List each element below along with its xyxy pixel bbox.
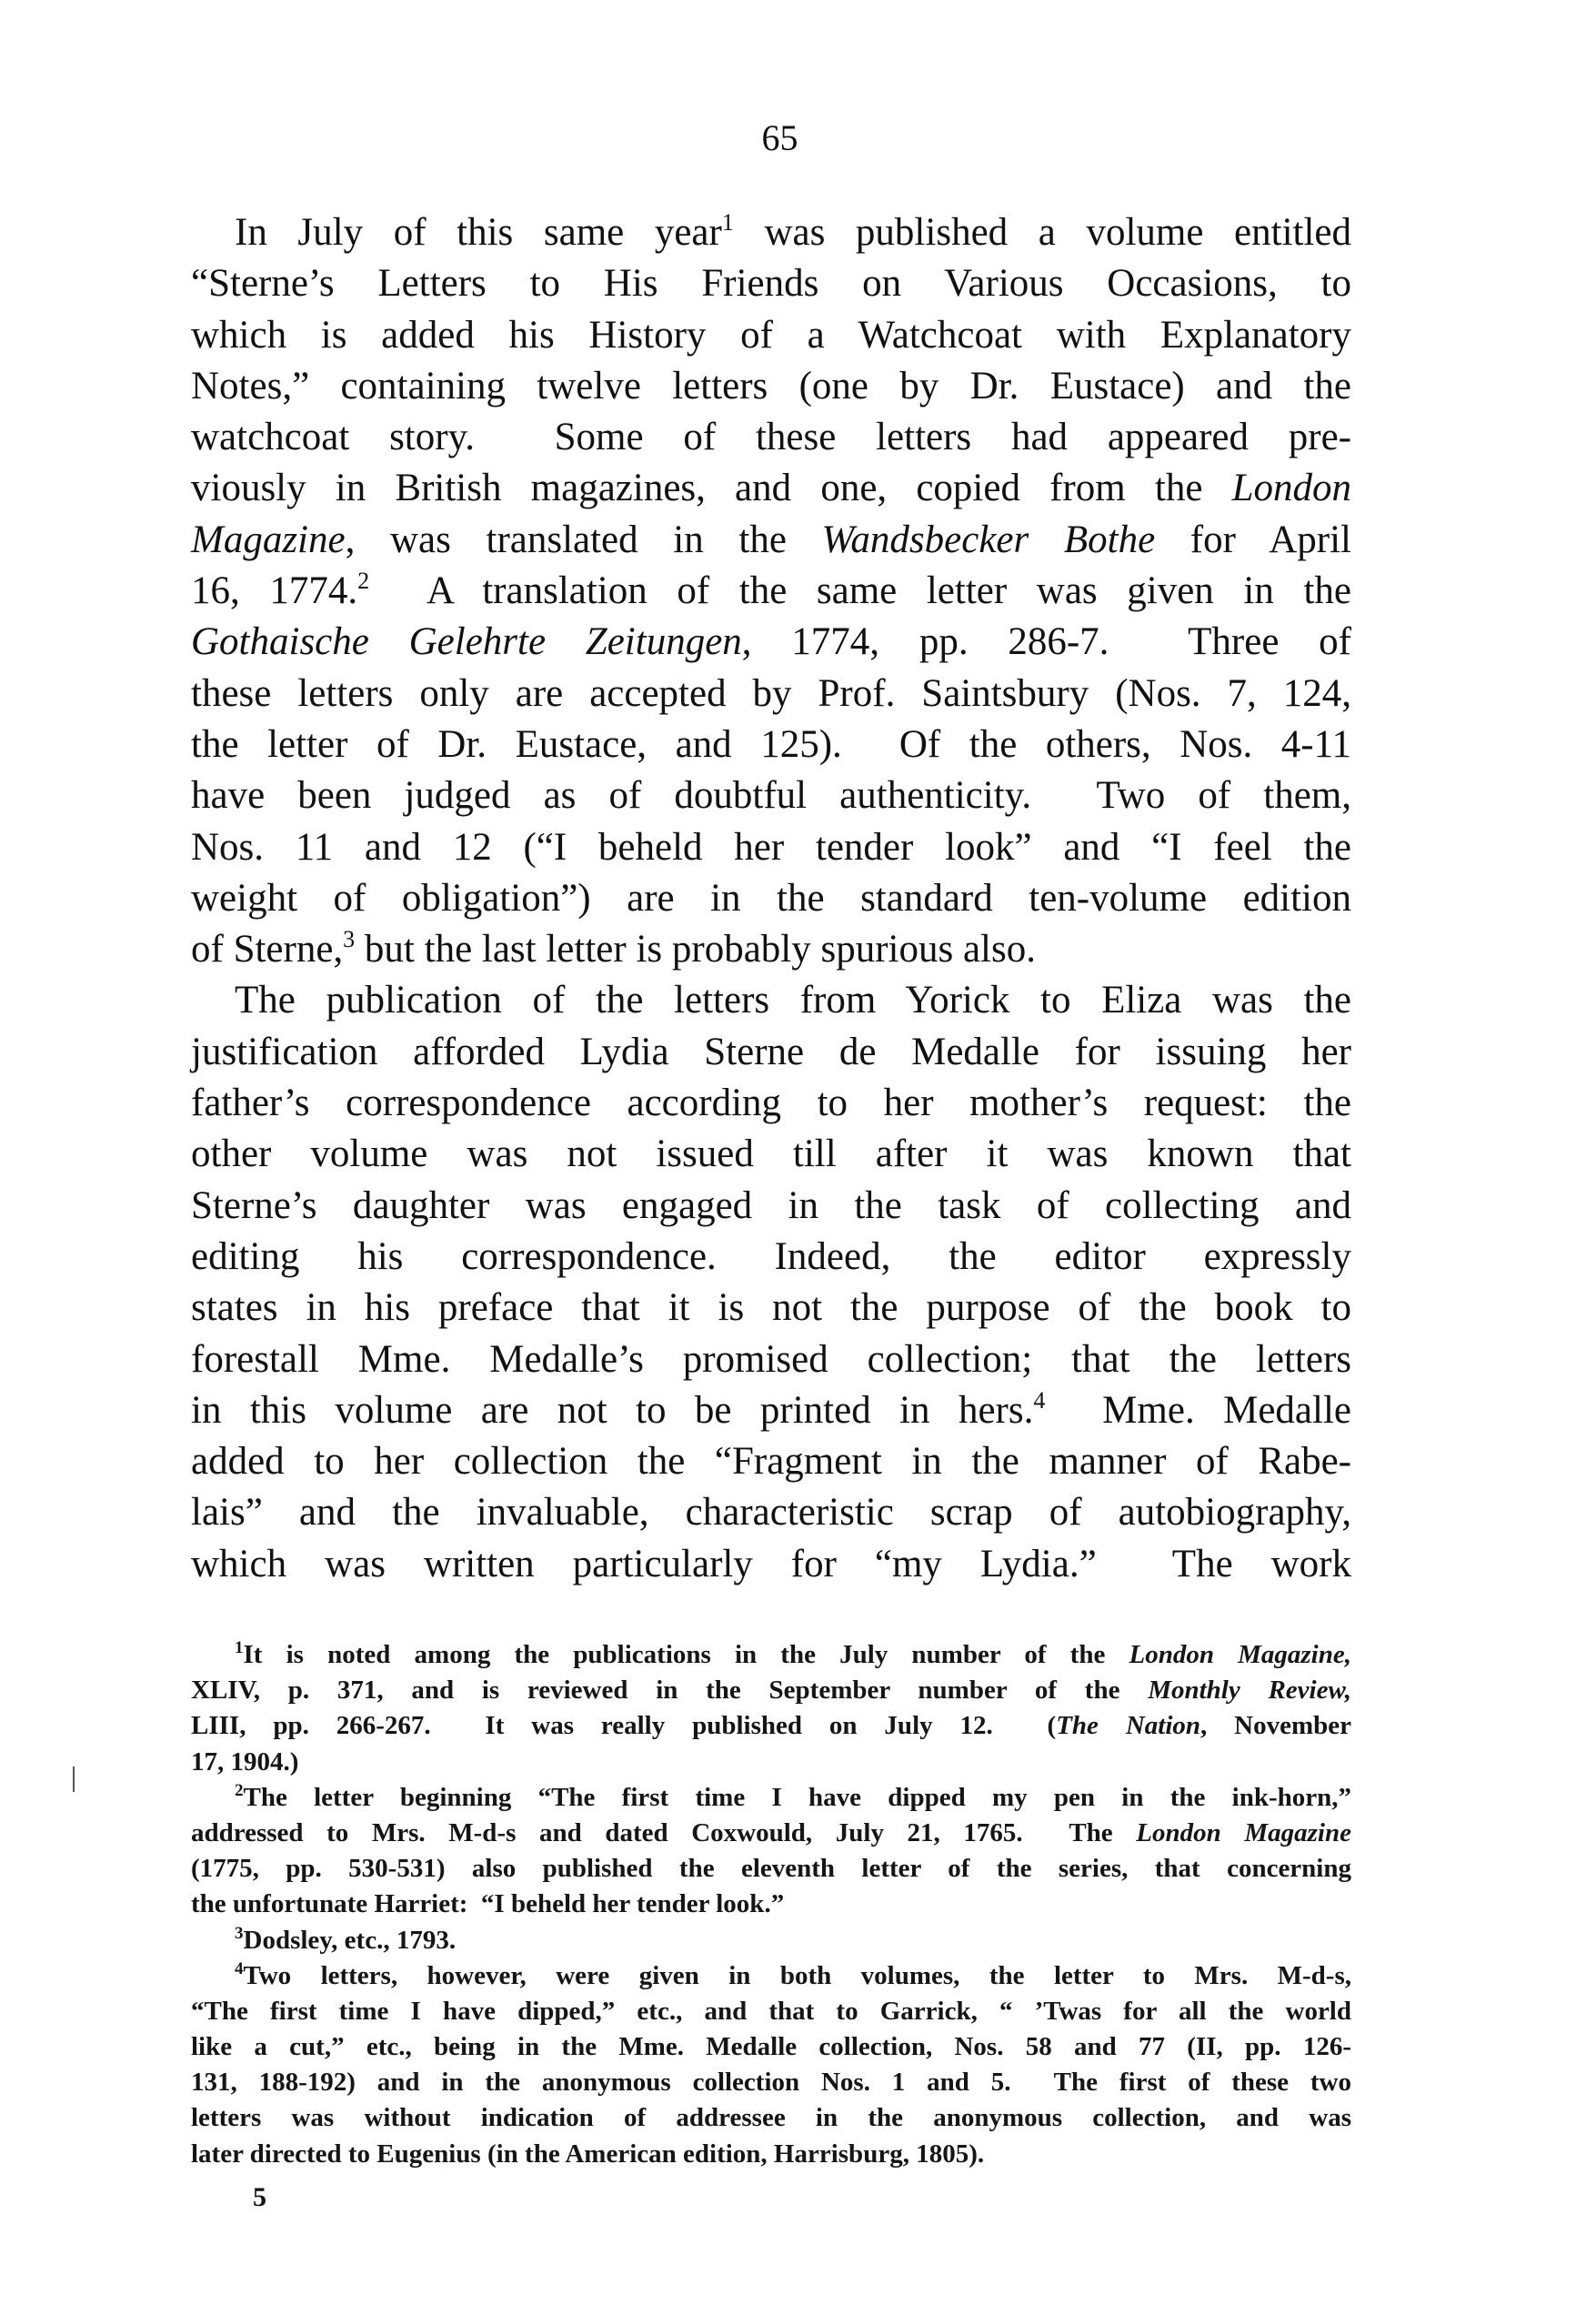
footnote-reference: 2 — [357, 568, 370, 595]
text-run: Mme. Medalle — [1045, 1388, 1351, 1432]
text-line — [191, 1334, 1351, 1385]
text-line — [191, 617, 1351, 668]
text-line — [191, 258, 1351, 309]
italic-title: The Nation — [1056, 1711, 1201, 1741]
text-line — [191, 1385, 1351, 1436]
footnote-line — [191, 1958, 1351, 1994]
text-run: these letters only are accepted by Prof. Saintsbury (Nos. 7, 124, — [191, 671, 1351, 715]
text-run: viously in British magazines, and one, copied from the — [191, 467, 1232, 510]
italic-title: London — [1231, 467, 1351, 510]
text-line — [191, 1181, 1351, 1232]
text-run: , 1774, pp. 286-7. Three of — [741, 620, 1351, 664]
text-run: which is added his History of a Watchcoat with Explanatory — [191, 313, 1351, 357]
text-run: , November — [1200, 1711, 1352, 1741]
text-run: LIII, pp. 266-267. It was really published on July 12. ( — [191, 1711, 1057, 1741]
text-run: editing his correspondence. Indeed, the editor expressly — [191, 1234, 1351, 1278]
text-run: letters was without indication of addressee in the anonymous collection, and was — [191, 2103, 1351, 2133]
text-run: later directed to Eugenius (in the American edition, Harrisburg, 1805). — [191, 2139, 985, 2169]
text-line — [191, 924, 1351, 975]
footnote-line — [191, 1923, 1351, 1958]
text-run: justification afforded Lydia Sterne de Medalle for issuing her — [191, 1030, 1351, 1073]
text-line — [191, 720, 1351, 770]
paragraph — [191, 207, 1351, 975]
footnote-line — [191, 1887, 1351, 1922]
text-run: which was written particularly for “my Lydia.” The work — [191, 1542, 1351, 1585]
text-line — [191, 1283, 1351, 1334]
text-run: states in his preface that it is not the purpose of the book to — [191, 1286, 1351, 1330]
body-text — [191, 207, 1351, 1590]
text-run: the letter of Dr. Eustace, and 125). Of the others, Nos. 4-11 — [191, 722, 1351, 766]
text-run: 16, 1774. — [191, 569, 358, 613]
footnote — [191, 1637, 1351, 1780]
footnote-line — [191, 1637, 1351, 1673]
text-line — [191, 1436, 1351, 1487]
text-run: watchcoat story. Some of these letters had appeared pre- — [191, 416, 1351, 459]
text-run: like a cut,” etc., being in the Mme. Medalle collection, Nos. 58 and 77 (II, pp. 126- — [191, 2032, 1351, 2062]
text-run: The letter beginning “The first time I have dipped my pen in the ink-horn,” — [243, 1782, 1351, 1812]
footnote-line — [191, 1673, 1351, 1708]
paragraph — [191, 975, 1351, 1590]
text-run: for April — [1155, 518, 1351, 561]
footnotes — [191, 1637, 1351, 2172]
text-line — [191, 669, 1351, 720]
text-line — [191, 566, 1351, 617]
footnote-line — [191, 1994, 1351, 2029]
text-run: A translation of the same letter was given in the — [369, 569, 1351, 613]
footnote-marker: 3 — [235, 1923, 244, 1943]
italic-title: Gothaische Gelehrte Zeitungen — [191, 620, 742, 664]
footnote — [191, 1923, 1351, 1958]
italic-title: Wandsbecker Bothe — [821, 518, 1156, 561]
text-run: 17, 1904.) — [191, 1746, 299, 1777]
text-line — [191, 975, 1351, 1026]
footnote-line — [191, 1745, 1351, 1780]
text-run: Nos. 11 and 12 (“I beheld her tender look” and “I feel the — [191, 825, 1351, 869]
text-line — [191, 1078, 1351, 1129]
footnote — [191, 1780, 1351, 1923]
text-run: other volume was not issued till after it was known that — [191, 1132, 1351, 1176]
text-run: lais” and the invaluable, characteristic scrap of autobiography, — [191, 1491, 1351, 1535]
text-run: “The first time I have dipped,” etc., and that to Garrick, “ ’Twas for all the world — [191, 1996, 1351, 2026]
scan-artifact — [73, 1766, 75, 1792]
text-line — [191, 310, 1351, 361]
footnote-reference: 1 — [721, 209, 734, 236]
text-line — [191, 770, 1351, 821]
footnote-line — [191, 2137, 1351, 2172]
text-run: , was translated in the — [345, 518, 822, 561]
footnote-reference: 4 — [1033, 1386, 1046, 1414]
text-run: (1775, pp. 530-531) also published the eleventh letter of the series, that concerning — [191, 1854, 1351, 1884]
text-run: In July of this same year — [235, 211, 722, 254]
text-line — [191, 463, 1351, 514]
text-run: Dodsley, etc., 1793. — [243, 1925, 457, 1955]
italic-title: London Magazine, — [1129, 1640, 1351, 1669]
text-line — [191, 1487, 1351, 1538]
footnote-line — [191, 1708, 1351, 1744]
text-run: in this volume are not to be printed in hers. — [191, 1388, 1034, 1432]
text-line — [191, 515, 1351, 566]
text-run: weight of obligation”) are in the standard ten-volume edition — [191, 876, 1351, 920]
text-run: It is noted among the publications in the July number of the — [243, 1640, 1129, 1669]
text-run: added to her collection the “Fragment in the manner of Rabe- — [191, 1440, 1351, 1484]
text-line — [191, 873, 1351, 924]
footnote — [191, 1958, 1351, 2172]
text-line — [191, 1129, 1351, 1180]
text-line — [191, 1539, 1351, 1590]
text-line — [191, 207, 1351, 258]
footnote-line — [191, 2029, 1351, 2065]
text-line — [191, 361, 1351, 412]
text-run: “Sterne’s Letters to His Friends on Various Occasions, to — [191, 262, 1351, 306]
text-run: forestall Mme. Medalle’s promised collection; that the letters — [191, 1337, 1351, 1381]
text-run: addressed to Mrs. M-d-s and dated Coxwould, July 21, 1765. The — [191, 1817, 1137, 1847]
footnote-marker: 2 — [235, 1780, 244, 1800]
text-run: Two letters, however, were given in both volumes, the letter to Mrs. M-d-s, — [243, 1960, 1351, 1990]
footnote-reference: 3 — [343, 926, 356, 953]
text-run: of Sterne, — [191, 928, 344, 971]
footnote-line — [191, 1851, 1351, 1887]
text-run: Notes,” containing twelve letters (one by Dr. Eustace) and the — [191, 364, 1351, 408]
footnote-line — [191, 1816, 1351, 1851]
footnote-marker: 4 — [235, 1958, 244, 1978]
text-run: but the last letter is probably spurious also. — [355, 928, 1036, 971]
text-line — [191, 412, 1351, 463]
footnote-line — [191, 2100, 1351, 2136]
italic-title: London Magazine — [1136, 1817, 1351, 1847]
text-line — [191, 1027, 1351, 1078]
page-number: 65 — [761, 117, 798, 158]
text-run: father’s correspondence according to her mother’s request: the — [191, 1082, 1351, 1125]
signature-mark: 5 — [253, 2182, 266, 2212]
text-line — [191, 822, 1351, 873]
text-run: have been judged as of doubtful authenticity. Two of them, — [191, 774, 1351, 818]
text-run: 131, 188-192) and in the anonymous collection Nos. 1 and 5. The first of these two — [191, 2068, 1351, 2098]
text-run: The publication of the letters from Yorick to Eliza was the — [235, 979, 1351, 1022]
text-run: was published a volume entitled — [733, 211, 1351, 254]
text-run: XLIV, p. 371, and is reviewed in the September number of the — [191, 1676, 1149, 1706]
text-run: the unfortunate Harriet: “I beheld her tender look.” — [191, 1889, 785, 1919]
footnote-line — [191, 2065, 1351, 2100]
footnote-marker: 1 — [235, 1638, 244, 1657]
footnote-line — [191, 1780, 1351, 1816]
italic-title: Monthly Review, — [1148, 1676, 1351, 1706]
italic-title: Magazine — [191, 518, 346, 561]
text-line — [191, 1232, 1351, 1283]
text-run: Sterne’s daughter was engaged in the task of collecting and — [191, 1183, 1351, 1227]
